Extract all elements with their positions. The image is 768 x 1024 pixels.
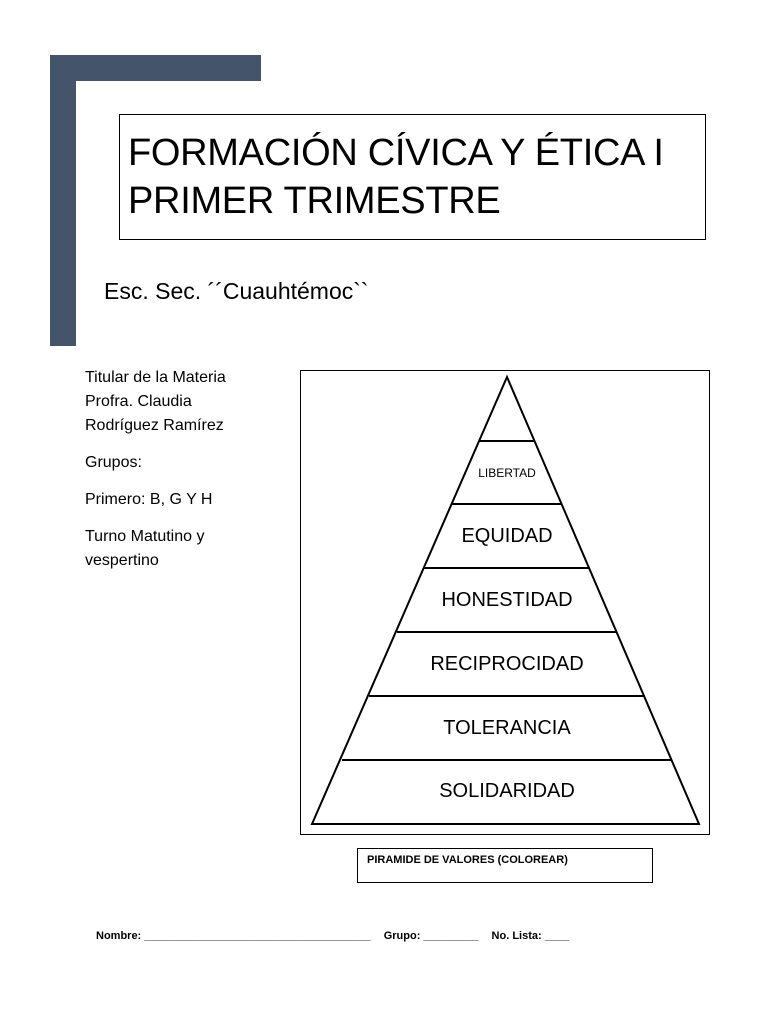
decorative-bar-left xyxy=(50,55,76,346)
title-box xyxy=(119,114,706,240)
values-pyramid xyxy=(301,371,711,836)
title-line-1: FORMACIÓN CÍVICA Y ÉTICA I xyxy=(128,132,664,174)
student-info-footer xyxy=(96,930,579,942)
decorative-bar-top xyxy=(50,55,261,81)
pyramid-level-label: EQUIDAD xyxy=(461,525,553,547)
shift-line-1: Turno Matutino y xyxy=(85,528,205,545)
pyramid-level-label: LIBERTAD xyxy=(478,466,536,480)
school-name: Esc. Sec. ´´Cuauhtémoc`` xyxy=(104,278,369,304)
pyramid-level-label: RECIPROCIDAD xyxy=(430,653,584,675)
teacher-info xyxy=(85,366,285,438)
shift-line-2: vespertino xyxy=(85,552,159,569)
teacher-line-3: Rodríguez Ramírez xyxy=(85,417,224,434)
name-field[interactable]: Nombre: _____________________________________ xyxy=(96,930,371,942)
pyramid-caption: PIRAMIDE DE VALORES (COLOREAR) xyxy=(357,848,653,883)
info-block xyxy=(85,366,285,586)
groups-label: Grupos: xyxy=(85,454,142,471)
title-line-2: PRIMER TRIMESTRE xyxy=(128,180,501,222)
teacher-line-2: Profra. Claudia xyxy=(85,393,192,410)
list-number-field[interactable]: No. Lista: ____ xyxy=(491,930,570,942)
pyramid-level-label: TOLERANCIA xyxy=(443,717,571,739)
groups-value: Primero: B, G Y H xyxy=(85,491,213,508)
group-field[interactable]: Grupo: _________ xyxy=(383,930,479,942)
pyramid-level-label: SOLIDARIDAD xyxy=(439,780,575,802)
pyramid-box xyxy=(300,370,710,835)
shift-info xyxy=(85,525,285,573)
teacher-line-1: Titular de la Materia xyxy=(85,369,226,386)
pyramid-level-label: HONESTIDAD xyxy=(441,589,573,611)
